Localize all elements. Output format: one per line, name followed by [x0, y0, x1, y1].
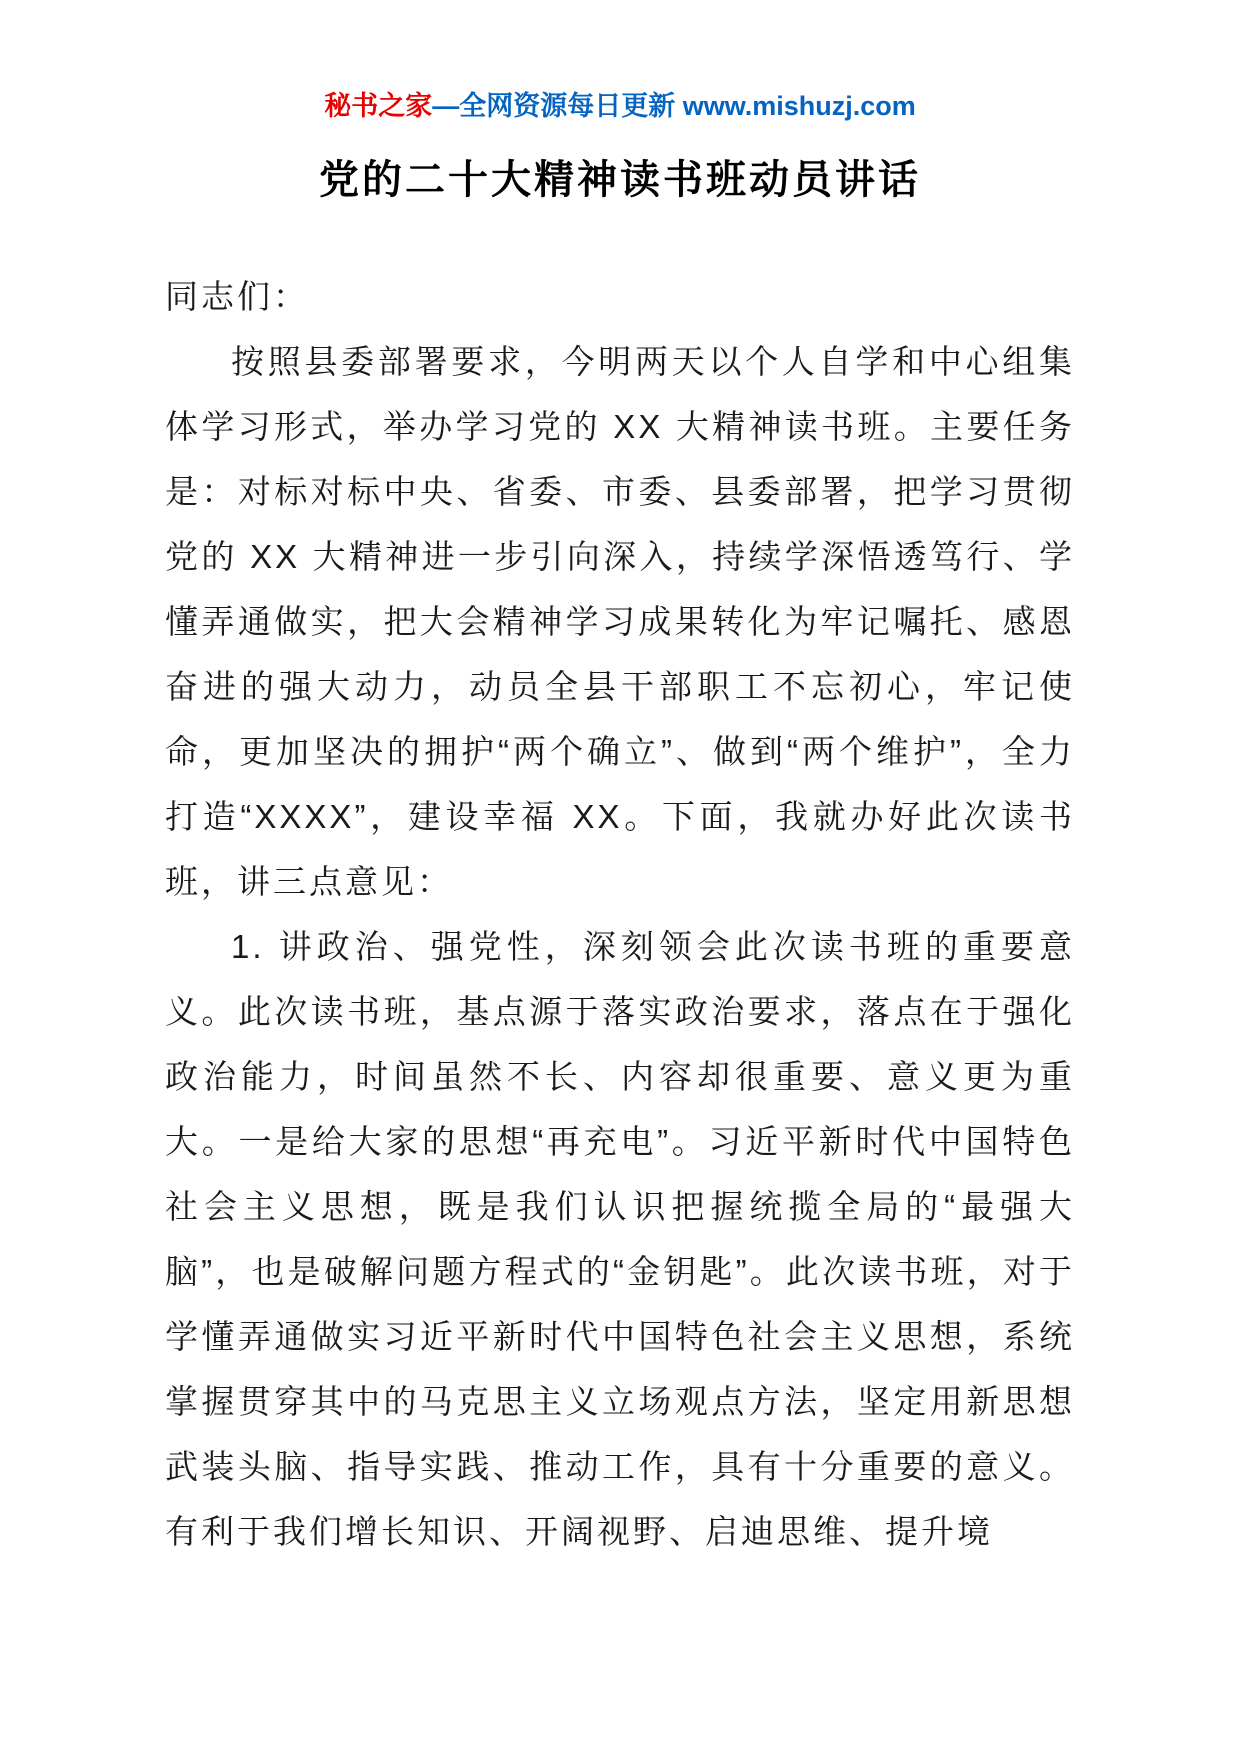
paragraph: 1. 讲政治、强党性，深刻领会此次读书班的重要意义。此次读书班，基点源于落实政治要求，落点在于强化政治能力，时间虽然不长、内容却很重要、意义更为重大。一是给大家的思想“再充电”。习近平新时代中国特色社会主义思想，既是我们认识把握统揽全局的“最强大脑”，也是破解问题方程式的“金钥匙”。此次读书班，对于学懂弄通做实习近平新时代中国特色社会主义思想，系统掌握贯穿其中的马克思主义立场观点方法，坚定用新思想武装头脑、指导实践、推动工作，具有十分重要的意义。有利于我们增长知识、开阔视野、启迪思维、提升境 — [165, 928, 1075, 1550]
paragraph: 同志们： — [165, 278, 309, 315]
document-title: 党的二十大精神读书班动员讲话 — [319, 158, 921, 202]
document-body — [165, 264, 1075, 1564]
paragraph: 按照县委部署要求，今明两天以个人自学和中心组集体学习形式，举办学习党的 XX 大精神读书班。主要任务是：对标对标中央、省委、市委、县委部署，把学习贯彻党的 XX 大精神进一步引向深入，持续学深悟透笃行、学懂弄通做实，把大会精神学习成果转化为牢记嘱托、感恩奋进的强大动力，动员全县干部职工不忘初心，牢记使命，更加坚决的拥护“两个确立”、做到“两个维护”，全力打造“XXXX”，建设幸福 XX。下面，我就办好此次读书班，讲三点意见： — [165, 343, 1075, 900]
site-tagline: —全网资源每日更新 www.mishuzj.com — [432, 91, 916, 121]
site-header — [165, 88, 1075, 124]
brand-name: 秘书之家 — [324, 91, 433, 121]
